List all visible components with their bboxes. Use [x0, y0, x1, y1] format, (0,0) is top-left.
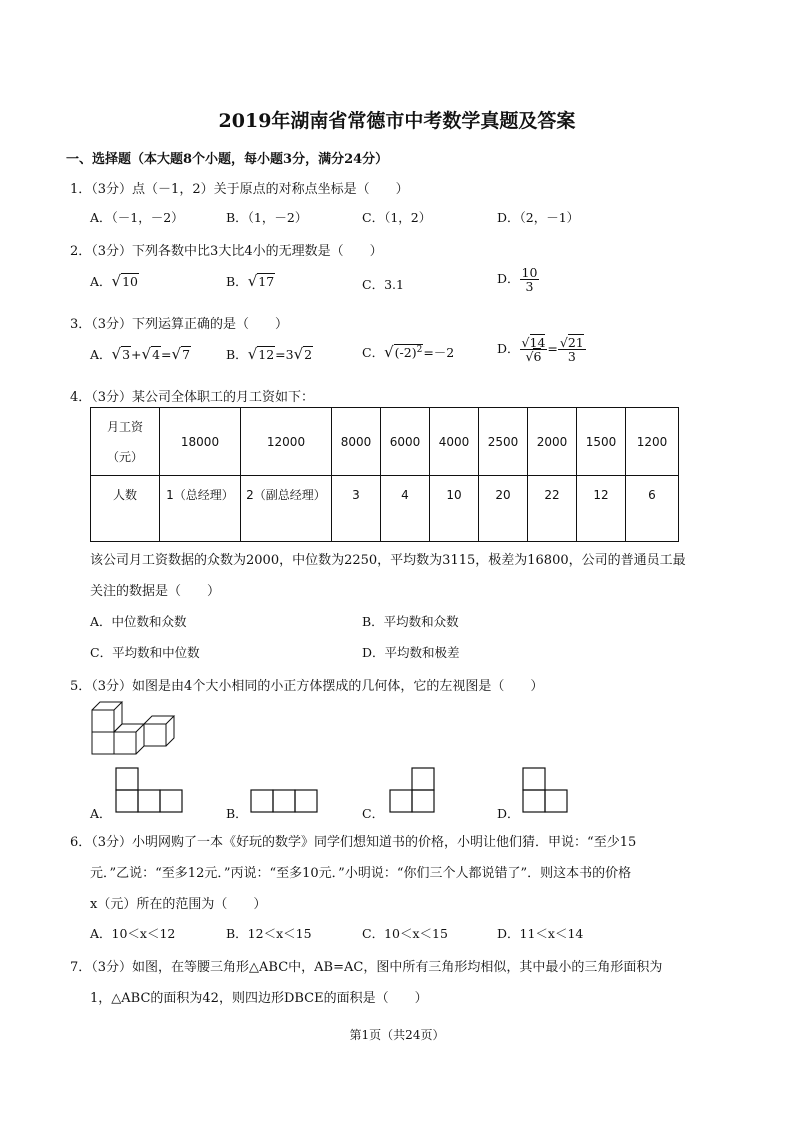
- q3-c-label: C．: [362, 345, 385, 360]
- q4-text-line-2: 关注的数据是（ ）: [90, 584, 221, 599]
- question-2-stem: 2．（3分）下列各数中比3大比4小的无理数是（ ）: [70, 244, 383, 259]
- q3-a-radical-1: √3: [111, 345, 131, 363]
- q3-a-radical-3: √7: [171, 345, 191, 363]
- salary-header-text: 月工资: [106, 419, 143, 434]
- headcount-cell: 10: [430, 476, 479, 542]
- q2-a-radical: √10: [111, 272, 138, 290]
- salary-cell: 2500: [479, 408, 528, 476]
- q3-c-base: (-2): [394, 345, 417, 360]
- q4-option-b: B．平均数和众数: [362, 614, 459, 629]
- headcount-row: [91, 476, 679, 542]
- q1-option-d: D．（2，－1）: [497, 210, 580, 225]
- q4-option-c: C．平均数和中位数: [90, 645, 200, 660]
- q3-b-radical-1: √12: [247, 345, 275, 363]
- q3-a-plus: +: [131, 347, 142, 362]
- q1-option-a: A．（－1，－2）: [90, 210, 184, 225]
- q3-option-b: [226, 345, 313, 363]
- q4-text-line-1: 该公司月工资数据的众数为2000，中位数为2250，平均数为3115，极差为16800，公司的普通员工最: [90, 553, 686, 568]
- question-6-line-3: x（元）所在的范围为（ ）: [90, 897, 267, 912]
- q3-d-denominator-2: 3: [567, 349, 576, 365]
- q6-option-d: D．11＜x＜14: [497, 926, 584, 941]
- cube-stack-drawing: [88, 698, 188, 758]
- q3-d-numerator-1: √14: [521, 335, 546, 350]
- q3-option-d: [497, 336, 586, 363]
- q5-option-b-view: [250, 789, 318, 819]
- salary-header-cell: [91, 408, 160, 476]
- q3-d-equals: =: [547, 341, 558, 357]
- q3-d-denominator-1: √6: [525, 349, 542, 365]
- q3-b-equals: =3: [275, 347, 294, 362]
- question-6-line-1: 6．（3分）小明网购了一本《好玩的数学》同学们想知道书的价格，小明让他们猜．甲说：“至少15: [70, 835, 637, 850]
- q5-option-d-label: D．: [497, 806, 520, 821]
- q3-a-label: A．: [90, 347, 112, 362]
- q3-b-radicand-2: 2: [304, 347, 313, 362]
- q2-d-fraction: [520, 266, 540, 293]
- headcount-cell: 3: [332, 476, 381, 542]
- q2-b-radical: √17: [247, 272, 275, 290]
- salary-cell: 4000: [430, 408, 479, 476]
- salary-cell: 1200: [626, 408, 679, 476]
- headcount-cell: 1（总经理）: [160, 476, 241, 542]
- q2-d-label: D．: [497, 271, 520, 287]
- q5-option-a-view: [115, 767, 183, 819]
- q3-a-equals: =: [161, 347, 172, 362]
- salary-cell: 18000: [160, 408, 241, 476]
- question-4-stem: 4．（3分）某公司全体职工的月工资如下：: [70, 390, 315, 405]
- salary-header-unit: （元）: [106, 449, 143, 464]
- headcount-cell: 2（副总经理）: [241, 476, 332, 542]
- q2-a-label: A．: [90, 274, 112, 289]
- q2-b-label: B．: [226, 274, 248, 289]
- q5-option-d-view: [522, 767, 570, 819]
- q2-b-radicand: 17: [258, 274, 275, 289]
- page-title: 2019年湖南省常德市中考数学真题及答案: [218, 110, 576, 132]
- q2-d-denominator: 3: [525, 279, 534, 295]
- q5-d-view-drawing: [522, 767, 570, 815]
- salary-cell: 6000: [381, 408, 430, 476]
- q3-b-radicand-1: 12: [258, 347, 275, 362]
- q3-a-radicand-1: 3: [122, 347, 131, 362]
- cube-stack-figure: [88, 698, 188, 758]
- headcount-cell: 20: [479, 476, 528, 542]
- question-7-line-2: 1，△ABC的面积为42，则四边形DBCE的面积是（ ）: [90, 991, 428, 1006]
- q3-option-a: [90, 345, 191, 363]
- q3-d-label: D．: [497, 341, 520, 357]
- q5-a-view-drawing: [115, 767, 183, 815]
- headcount-cell: 6: [626, 476, 679, 542]
- headcount-header-cell: 人数: [91, 476, 160, 542]
- q3-b-radical-2: √2: [293, 345, 313, 363]
- question-5-stem: 5．（3分）如图是由4个大小相同的小正方体摆成的几何体，它的左视图是（ ）: [70, 679, 544, 694]
- q3-option-c: [362, 343, 454, 361]
- q2-option-b: [226, 272, 275, 290]
- q3-a-radicand-3: 7: [182, 347, 191, 362]
- q3-d-radicand-n1: 14: [529, 335, 546, 350]
- q3-d-fraction-2: [558, 336, 586, 363]
- q3-d-numerator-2: √21: [559, 335, 584, 350]
- q3-c-exponent: 2: [416, 344, 423, 355]
- q5-option-c-view: [389, 767, 437, 819]
- q5-b-view-drawing: [250, 789, 318, 815]
- q2-option-c: C．3.1: [362, 277, 404, 292]
- salary-row: [91, 408, 679, 476]
- q2-d-numerator: 10: [521, 265, 538, 280]
- q3-c-radical: $√(-2)^2$: [384, 343, 423, 361]
- q3-b-label: B．: [226, 347, 248, 362]
- q6-option-c: C．10＜x＜15: [362, 926, 448, 941]
- headcount-cell: 22: [528, 476, 577, 542]
- q3-c-radicand: [394, 344, 424, 360]
- question-3-stem: 3．（3分）下列运算正确的是（ ）: [70, 317, 289, 332]
- salary-cell: 12000: [241, 408, 332, 476]
- q3-a-radical-2: √4: [141, 345, 161, 363]
- q3-d-radicand-d1: 6: [533, 349, 542, 365]
- question-1-stem: 1．（3分）点（－1，2）关于原点的对称点坐标是（ ）: [70, 182, 409, 197]
- question-6-line-2: 元．”乙说：“至多12元．”丙说：“至多10元．”小明说：“你们三个人都说错了”．则这本书的价格: [90, 866, 632, 881]
- q4-option-d: D．平均数和极差: [362, 645, 460, 660]
- q1-option-c: C．（1，2）: [362, 210, 432, 225]
- q5-option-b-label: B．: [226, 806, 248, 821]
- q3-a-radicand-2: 4: [152, 347, 161, 362]
- q3-c-result: =－2: [423, 345, 455, 360]
- salary-cell: 1500: [577, 408, 626, 476]
- salary-table: [90, 407, 679, 542]
- q5-option-a-label: A．: [90, 806, 112, 821]
- q3-d-fraction-1: [520, 336, 548, 363]
- headcount-cell: 12: [577, 476, 626, 542]
- q2-a-radicand: 10: [122, 274, 138, 289]
- q3-d-radicand-n2: 21: [567, 335, 584, 350]
- page-footer: 第1页（共24页）: [349, 1028, 445, 1042]
- q6-option-b: B．12＜x＜15: [226, 926, 312, 941]
- question-7-line-1: 7．（3分）如图，在等腰三角形△ABC中，AB=AC，图中所有三角形均相似，其中最小的三角形面积为: [70, 960, 663, 975]
- headcount-cell: 4: [381, 476, 430, 542]
- q1-option-b: B．（1，－2）: [226, 210, 308, 225]
- q6-option-a: A．10＜x＜12: [90, 926, 176, 941]
- q4-option-a: A．中位数和众数: [90, 614, 187, 629]
- salary-cell: 2000: [528, 408, 577, 476]
- q2-option-d: [497, 266, 539, 293]
- section-heading: 一、选择题（本大题8个小题，每小题3分，满分24分）: [66, 152, 389, 167]
- q2-option-a: [90, 272, 139, 290]
- q5-option-c-label: C．: [362, 806, 385, 821]
- q5-c-view-drawing: [389, 767, 437, 815]
- salary-cell: 8000: [332, 408, 381, 476]
